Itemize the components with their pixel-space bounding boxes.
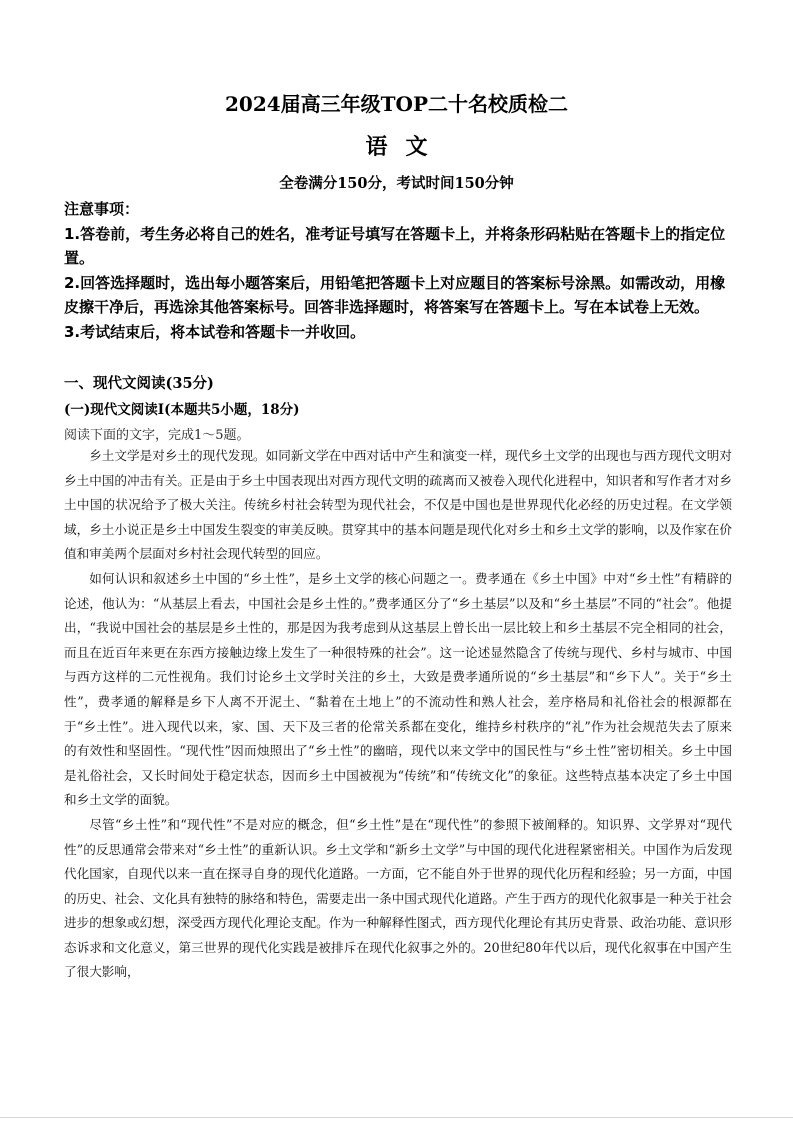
passage-body [64, 444, 732, 985]
note-item: 2.回答选择题时，选出每小题答案后，用铅笔把答题卡上对应题目的答案标号涂黑。如需改动，用橡皮擦干净后，再选涂其他答案标号。回答非选择题时，将答案写在答题卡上。写在本试卷上无效。 [64, 273, 726, 316]
passage-paragraph: 尽管“乡土性”和“现代性”不是对应的概念，但“乡土性”是在“现代性”的参照下被阐释的。知识界、文学界对“现代性”的反思通常会带来对“乡土性”的重新认识。乡土文学和“新乡土文学”与中国的现代化进程紧密相关。中国作为后发现代化国家，自现代以来一直在探寻自身的现代化道路。一方面，它不能自外于世界的现代化历程和经验；另一方面，中国的历史、社会、文化具有独特的脉络和特色，需要走出一条中国式现代化道路。产生于西方的现代化叙事是一种关于社会进步的想象或幻想，深受西方现代化理论支配。作为一种解释性图式，西方现代化理论有其历史背景、政治功能、意识形态诉求和文化意义，第三世界的现代化实践是被排斥在现代化叙事之外的。20世纪80年代以后，现代化叙事在中国产生了很大影响， [64, 816, 732, 980]
notes-block [64, 197, 732, 344]
notes-heading: 注意事项： [64, 200, 140, 218]
section-instruction: 阅读下面的文字，完成1～5题。 [64, 428, 250, 443]
note-item: 1.答卷前，考生务必将自己的姓名，准考证号填写在答题卡上，并将条形码粘贴在答题卡上的指定位置。 [64, 224, 726, 267]
page-bottom-divider [0, 1117, 793, 1118]
exam-title: 2024届高三年级TOP二十名校质检二 [224, 92, 568, 116]
subject-title: 语文 [365, 134, 446, 160]
exam-meta: 全卷满分150分，考试时间150分钟 [279, 175, 514, 192]
note-item: 3.考试结束后，将本试卷和答题卡一并收回。 [64, 322, 366, 341]
section-title: 一、现代文阅读(35分) [64, 375, 214, 392]
section-subtitle: (一)现代文阅读Ⅰ(本题共5小题，18分) [64, 402, 300, 418]
passage-paragraph: 如何认识和叙述乡土中国的“乡土性”，是乡土文学的核心问题之一。费孝通在《乡土中国》中对“乡土性”有精辟的论述，他认为：“从基层上看去，中国社会是乡土性的。”费孝通区分了“乡土基层”以及和“乡土基层”不同的“社会”。他提出，“我说中国社会的基层是乡土性的，那是因为我考虑到从这基层上曾长出一层比较上和乡土基层不完全相同的社会，而且在近百年来更在东西方接触边缘上发生了一种很特殊的社会”。这一论述显然隐含了传统与现代、乡村与城市、中国与西方这样的二元性视角。我们讨论乡土文学时关注的乡土，大致是费孝通所说的“乡土基层”和“乡下人”。关于“乡土性”，费孝通的解释是乡下人离不开泥土、“黏着在土地上”的不流动性和熟人社会，差序格局和礼俗社会的根源都在于“乡土性”。进入现代以来，家、国、天下及三者的伦常关系都在变化，维持乡村秩序的“礼”作为社会规范失去了原来的有效性和坚固性。“现代性”因而烛照出了“乡土性”的幽暗，现代以来文学中的国民性与“乡土性”密切相关。乡土中国是礼俗社会，又长时间处于稳定状态，因而乡土中国被视为“传统”和“传统文化”的象征。这些特点基本决定了乡土中国和乡土文学的面貌。 [64, 570, 732, 808]
passage-paragraph: 乡土文学是对乡土的现代发现。如同新文学在中西对话中产生和演变一样，现代乡土文学的出现也与西方现代文明对乡土中国的冲击有关。正是由于乡土中国表现出对西方现代文明的疏离而又被卷入现代化进程中，知识者和写作者才对乡土中国的状况给予了极大关注。传统乡村社会转型为现代社会，不仅是中国也是世界现代化必经的历史过程。在文学领域，乡土小说正是乡土中国发生裂变的审美反映。贯穿其中的基本问题是现代化对乡土和乡土文学的影响，以及作家在价值和审美两个层面对乡村社会现代转型的回应。 [64, 448, 732, 562]
